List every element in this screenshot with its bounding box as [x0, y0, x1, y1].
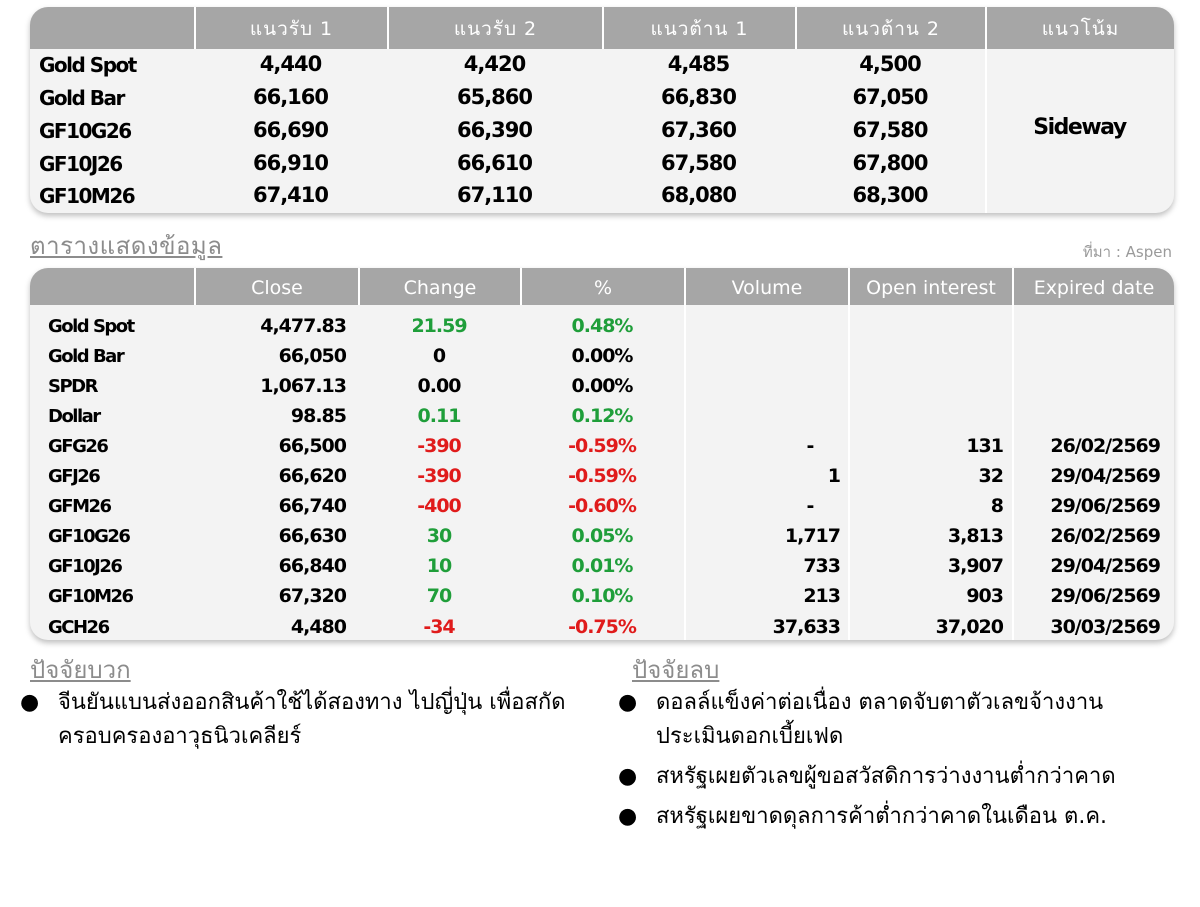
close-value: 66,620	[278, 465, 346, 487]
resistance-2-value: 67,580	[852, 118, 928, 142]
list-item	[618, 760, 1158, 794]
support-resistance-table	[30, 7, 1174, 213]
header-resistance-2: แนวต้าน 2	[795, 7, 985, 49]
volume-value: 37,633	[772, 616, 840, 638]
header-resistance-1: แนวต้าน 1	[602, 7, 795, 49]
open-interest-value: 3,813	[947, 525, 1003, 547]
expired-date-value: 29/06/2569	[1050, 585, 1160, 607]
instrument-name: GFM26	[48, 496, 111, 517]
instrument-name: GF10J26	[39, 152, 122, 176]
change-value: 21.59	[411, 315, 467, 337]
header-support-2: แนวรับ 2	[387, 7, 602, 49]
close-value: 1,067.13	[260, 375, 346, 397]
instrument-name: GF10M26	[39, 184, 135, 208]
percent-value: -0.75%	[568, 616, 636, 638]
bullet-icon: ●	[618, 804, 638, 829]
open-interest-value: 903	[966, 585, 1003, 607]
factor-text: จีนยันแบนส่งออกสินค้าใช้ได้สองทาง ไปญี่ปุ่น เพื่อสกัดครอบครองอาวุธนิวเคลียร์	[58, 690, 566, 749]
support-1-value: 66,910	[252, 151, 329, 175]
table-row	[30, 463, 1174, 493]
support-2-value: 66,610	[456, 151, 533, 175]
support-2-value: 65,860	[456, 85, 533, 109]
percent-value: 0.48%	[571, 315, 633, 337]
list-item	[618, 686, 1158, 754]
list-item	[20, 686, 590, 754]
percent-value: -0.59%	[568, 465, 636, 487]
close-value: 67,320	[278, 585, 346, 607]
expired-date-value: 29/04/2569	[1050, 465, 1160, 487]
resistance-1-value: 67,580	[660, 151, 737, 175]
header-volume: Volume	[684, 268, 848, 305]
header-close: Close	[194, 268, 358, 305]
open-interest-value: 32	[978, 465, 1003, 487]
positive-factors-list	[20, 686, 590, 760]
volume-value: -	[806, 495, 814, 517]
header-open-interest: Open interest	[848, 268, 1012, 305]
table-row	[30, 313, 1174, 343]
volume-value: -	[806, 435, 814, 457]
support-1-value: 4,440	[259, 52, 322, 76]
volume-value: 1	[827, 465, 840, 487]
instrument-name: Gold Spot	[48, 316, 134, 337]
factor-text: ดอลล์แข็งค่าต่อเนื่อง ตลาดจับตาตัวเลขจ้างงานประเมินดอกเบี้ยเฟด	[656, 690, 1104, 749]
table-row	[30, 433, 1174, 463]
close-value: 66,050	[278, 345, 346, 367]
change-value: 10	[426, 555, 452, 577]
table-row	[30, 373, 1174, 403]
bullet-icon: ●	[618, 690, 638, 715]
percent-value: 0.05%	[571, 525, 633, 547]
percent-value: 0.10%	[571, 585, 633, 607]
support-1-value: 67,410	[252, 183, 329, 207]
resistance-2-value: 67,800	[852, 151, 928, 175]
resistance-1-value: 4,485	[667, 52, 730, 76]
resistance-2-value: 68,300	[852, 183, 928, 207]
expired-date-value: 29/04/2569	[1050, 555, 1160, 577]
table-row	[30, 523, 1174, 553]
expired-date-value: 30/03/2569	[1050, 616, 1160, 638]
percent-value: -0.59%	[568, 435, 636, 457]
table-row	[30, 493, 1174, 523]
header-trend: แนวโน้ม	[985, 7, 1174, 49]
expired-date-value: 29/06/2569	[1050, 495, 1160, 517]
open-interest-value: 3,907	[947, 555, 1003, 577]
table-row	[30, 553, 1174, 583]
resistance-2-value: 67,050	[852, 85, 928, 109]
list-item	[618, 800, 1158, 834]
close-value: 66,500	[278, 435, 346, 457]
instrument-name: GFJ26	[48, 466, 100, 487]
support-2-value: 66,390	[456, 118, 533, 142]
instrument-name: GF10G26	[39, 119, 131, 143]
instrument-name: GF10G26	[48, 526, 130, 547]
open-interest-value: 131	[966, 435, 1003, 457]
expired-date-value: 26/02/2569	[1050, 435, 1160, 457]
change-value: -390	[417, 465, 461, 487]
volume-value: 733	[803, 555, 840, 577]
change-value: -34	[423, 616, 455, 638]
header-expired-date: Expired date	[1012, 268, 1174, 305]
open-interest-value: 8	[990, 495, 1003, 517]
percent-value: 0.12%	[571, 405, 633, 427]
close-value: 66,630	[278, 525, 346, 547]
section-title: ตารางแสดงข้อมูล	[30, 232, 223, 260]
close-value: 4,477.83	[260, 315, 346, 337]
bullet-icon: ●	[618, 764, 638, 789]
header-percent: %	[520, 268, 684, 305]
instrument-name: GFG26	[48, 436, 108, 457]
change-value: -390	[417, 435, 461, 457]
table-row	[30, 148, 1174, 181]
close-value: 66,840	[278, 555, 346, 577]
bullet-icon: ●	[20, 690, 40, 715]
volume-value: 1,717	[784, 525, 840, 547]
negative-factors-list	[618, 686, 1158, 840]
percent-value: 0.01%	[571, 555, 633, 577]
instrument-name: Gold Bar	[39, 86, 124, 110]
instrument-name: GF10J26	[48, 556, 122, 577]
table-row	[30, 583, 1174, 613]
resistance-2-value: 4,500	[859, 52, 921, 76]
close-value: 98.85	[290, 405, 346, 427]
expired-date-value: 26/02/2569	[1050, 525, 1160, 547]
close-value: 4,480	[290, 616, 346, 638]
support-1-value: 66,160	[252, 85, 329, 109]
instrument-name: Gold Bar	[48, 346, 124, 367]
table-row	[30, 180, 1174, 213]
change-value: 0	[432, 345, 446, 367]
table-row	[30, 343, 1174, 373]
header-change: Change	[358, 268, 520, 305]
change-value: 70	[426, 585, 452, 607]
percent-value: -0.60%	[568, 495, 636, 517]
change-value: 0.00	[417, 375, 461, 397]
table-row	[30, 403, 1174, 433]
percent-value: 0.00%	[571, 375, 633, 397]
support-1-value: 66,690	[252, 118, 329, 142]
resistance-1-value: 67,360	[660, 118, 737, 142]
close-value: 66,740	[278, 495, 346, 517]
volume-value: 213	[803, 585, 840, 607]
negative-factors-title: ปัจจัยลบ	[632, 656, 720, 684]
resistance-1-value: 68,080	[660, 183, 737, 207]
resistance-1-value: 66,830	[660, 85, 737, 109]
support-2-value: 4,420	[463, 52, 526, 76]
instrument-name: Gold Spot	[39, 53, 136, 77]
table-row	[30, 614, 1174, 644]
change-value: -400	[417, 495, 461, 517]
instrument-name: GCH26	[48, 617, 109, 638]
instrument-name: Dollar	[48, 406, 100, 427]
data-source: ที่มา : Aspen	[1082, 243, 1172, 261]
positive-factors-title: ปัจจัยบวก	[30, 656, 131, 684]
support-2-value: 67,110	[456, 183, 533, 207]
change-value: 30	[426, 525, 452, 547]
table-row	[30, 49, 1174, 82]
instrument-name: GF10M26	[48, 586, 133, 607]
factor-text: สหรัฐเผยตัวเลขผู้ขอสวัสดิการว่างงานต่ำกว่าคาด	[656, 764, 1116, 789]
change-value: 0.11	[417, 405, 461, 427]
table-row	[30, 82, 1174, 115]
trend-value: Sideway	[1033, 115, 1126, 140]
open-interest-value: 37,020	[935, 616, 1003, 638]
factor-text: สหรัฐเผยขาดดุลการค้าต่ำกว่าคาดในเดือน ต.ค.	[656, 804, 1108, 829]
instrument-name: SPDR	[48, 376, 97, 397]
percent-value: 0.00%	[571, 345, 633, 367]
header-support-1: แนวรับ 1	[194, 7, 387, 49]
market-data-table	[30, 268, 1174, 640]
